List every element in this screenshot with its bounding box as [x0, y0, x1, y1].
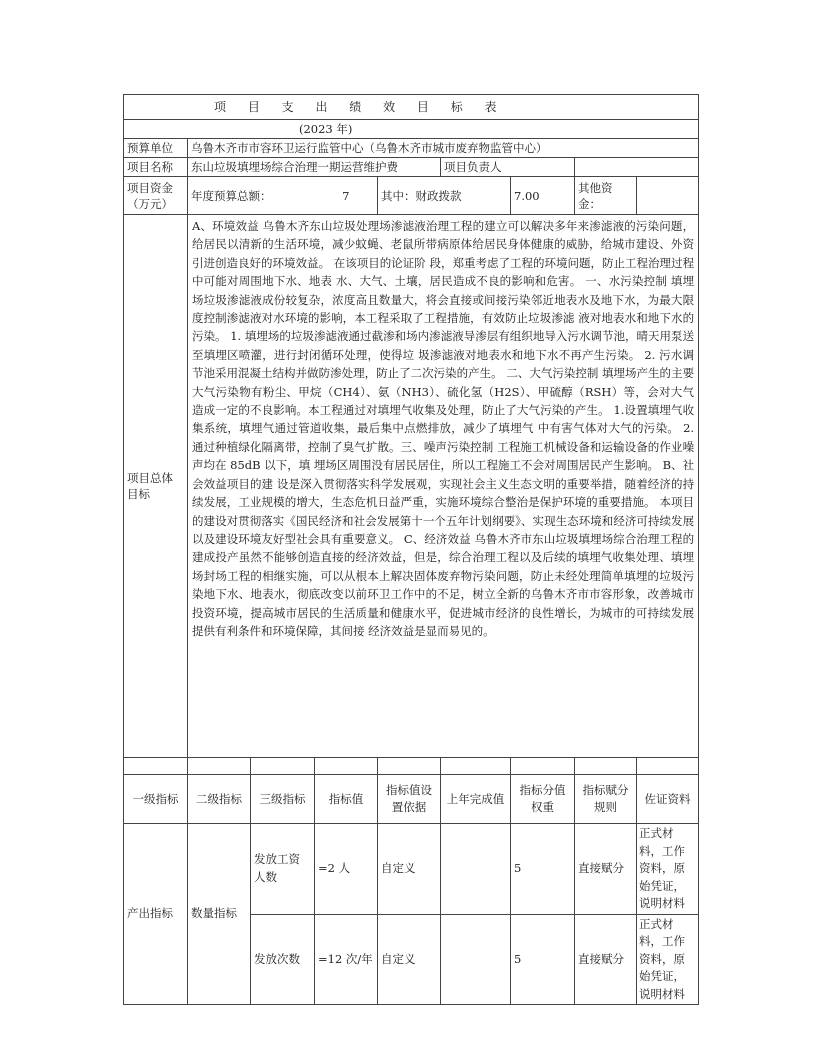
performance-target-form — [123, 94, 698, 1005]
level2-indicator: 数量指标 — [188, 824, 251, 1005]
budget-unit-value: 乌鲁木齐市市容环卫运行监管中心（乌鲁木齐市城市废弃物监管中心） — [188, 139, 699, 158]
fiscal-allocation-label: 其中：财政拨款 — [378, 177, 511, 215]
header-rule: 指标赋分规则 — [575, 775, 637, 824]
indicator-last-year — [441, 824, 511, 915]
header-level3: 三级指标 — [251, 775, 315, 824]
level3-indicator: 发放次数 — [251, 914, 315, 1005]
indicator-rule: 直接赋分 — [575, 824, 637, 915]
overall-goal-label: 项目总体目标 — [124, 215, 188, 758]
header-level1: 一级指标 — [124, 775, 188, 824]
header-basis: 指标值设置依据 — [378, 775, 441, 824]
level3-indicator: 发放工资人数 — [251, 824, 315, 915]
other-funds-label: 其他资金： — [575, 177, 637, 215]
annual-budget-value: 7 — [315, 177, 378, 215]
indicator-header-row — [124, 775, 699, 824]
indicator-basis: 自定义 — [378, 824, 441, 915]
level1-indicator: 产出指标 — [124, 824, 188, 1005]
project-funds-label: 项目资金（万元） — [124, 177, 188, 215]
indicator-basis: 自定义 — [378, 914, 441, 1005]
indicator-value: =2 人 — [315, 824, 378, 915]
indicator-value: =12 次/年 — [315, 914, 378, 1005]
indicator-rule: 直接赋分 — [575, 914, 637, 1005]
header-evidence: 佐证资料 — [637, 775, 699, 824]
overall-goal-text: A、环境效益 乌鲁木齐东山垃圾处理场渗滤液治理工程的建立可以解决多年来渗滤液的污染问题，给居民以清新的生活环境，减少蚊蝇、老鼠所带病原体给居民身体健康的威胁，给城市建设、外资引进创造良好的环境效益。 在该项目的论证阶 段，郑重考虑了工程的环境问题，防止工程治理过程中可能对周围地下水、地表 水、大气、土壤，居民造成不良的影响和危害。 一、水污染控制 填埋场垃圾渗滤液成份较复杂，浓度高且数量大，将会直接或间接污染邻近地表水及地下水，为最大限度控制渗滤液对水环境的影响，本工程采取了工程措施，有效防止垃圾渗滤 液对地表水和地下水的污染。 1. 填埋场的垃圾渗滤液通过截渗和场内渗滤液导渗层有组织地导入污水调节池，晴天用泵送至填埋区喷灌，进行封闭循环处理，使得垃 圾渗滤液对地表水和地下水不再产生污染。 2. 污水调节池采用混凝土结构并做防渗处理，防止了二次污染的产生。 二、大气污染控制 填埋场产生的主要大气污染物有粉尘、甲烷（CH4）、氨（NH3）、硫化氢（H2S）、甲硫醇（RSH）等，会对大气 造成一定的不良影响。本工程通过对填埋气收集及处理，防止了大气污染的产生。 1.设置填埋气收集系统，填埋气通过管道收集，最后集中点燃排放，减少了填埋气 中有害气体对大气的污染。 2. 通过种植绿化隔离带，控制了臭气扩散。三、噪声污染控制 工程施工机械设备和运输设备的作业噪声均在 85dB 以下，填 埋场区周围没有居民居住，所以工程施工不会对周围居民产生影响。 B、社会效益项目的建 设是深入贯彻落实科学发展观，实现社会主义生态文明的重要举措，随着经济的持续发展，工业规模的增大，生态危机日益严重，实施环境综合整治是保护环境的重要措施。 本项目的建设对贯彻落实《国民经济和社会发展第十一个五年计划纲要》、实现生态环境和经济可持续发展以及建设环境友好型社会具有重要意义。 C、经济效益 乌鲁木齐市东山垃圾填埋场综合治理工程的建成投产虽然不能够创造直接的经济效益，但是，综合治理工程以及后续的填埋气收集处理、填埋场封场工程的相继实施，可以从根本上解决固体废弃物污染问题，防止未经处理简单填埋的垃圾污染地下水、地表水，彻底改变以前环卫工作中的不足，树立全新的乌鲁木齐市市容形象，改善城市投资环境，提高城市居民的生活质量和健康水平，促进城市经济的良性增长，为城市的可持续发展提供有利条件和环境保障，其间接 经济效益是显而易见的。 — [188, 215, 699, 758]
annual-budget-label: 年度预算总额： — [188, 177, 315, 215]
fiscal-allocation-value: 7.00 — [511, 177, 575, 215]
header-weight: 指标分值权重 — [511, 775, 575, 824]
indicator-weight: 5 — [511, 824, 575, 915]
project-name-label: 项目名称 — [124, 158, 188, 177]
indicator-evidence: 正式材料，工作资料，原始凭证，说明材料 — [637, 914, 699, 1005]
project-manager-label: 项目负责人 — [441, 158, 575, 177]
budget-unit-label: 预算单位 — [124, 139, 188, 158]
indicator-weight: 5 — [511, 914, 575, 1005]
project-manager-value — [575, 158, 699, 177]
performance-table — [123, 94, 699, 1005]
form-title: 项 目 支 出 绩 效 目 标 表 — [124, 95, 699, 120]
header-level2: 二级指标 — [188, 775, 251, 824]
indicator-last-year — [441, 914, 511, 1005]
header-value: 指标值 — [315, 775, 378, 824]
project-name-value: 东山垃圾填埋场综合治理一期运营维护费 — [188, 158, 441, 177]
indicator-evidence: 正式材料，工作资料，原始凭证，说明材料 — [637, 824, 699, 915]
form-year: (2023 年) — [124, 120, 699, 139]
other-funds-value — [637, 177, 699, 215]
header-last-year: 上年完成值 — [441, 775, 511, 824]
table-row — [124, 824, 699, 915]
